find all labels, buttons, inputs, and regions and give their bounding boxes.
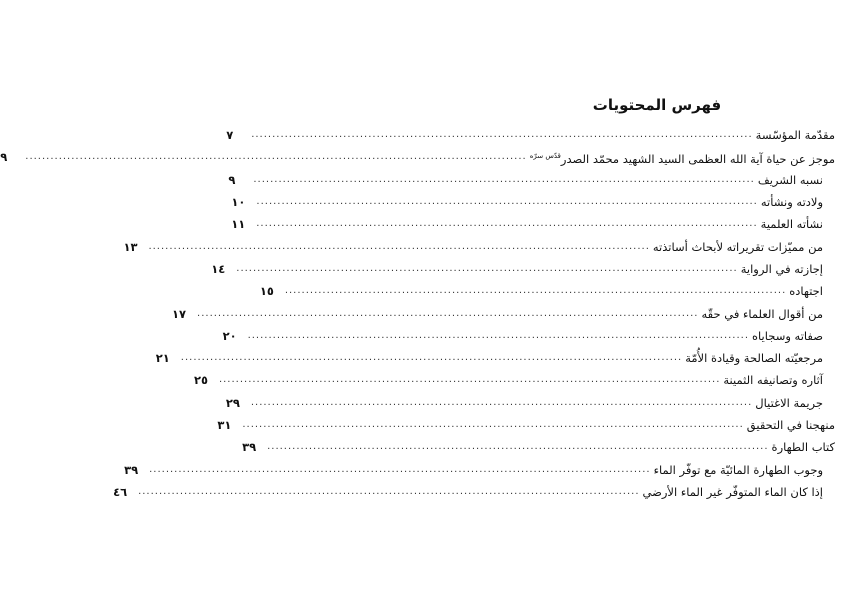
- dot-leader: ........................................................................................................................: [253, 173, 755, 185]
- dot-leader: ........................................................................................................................: [242, 419, 744, 430]
- dot-leader: ........................................................................................................................: [236, 262, 738, 274]
- toc-entry-title: إذا كان الماء المتوفّر غير الماء الأرضي: [642, 484, 823, 499]
- toc-entry-page: ٧: [226, 128, 234, 143]
- toc-entry-page: ٤٦: [113, 484, 128, 499]
- toc-entry-page: ٩: [228, 172, 236, 187]
- toc-entry-title: من أقوال العلماء في حقّه: [701, 306, 823, 321]
- toc-entry-title: اجتهاده: [789, 284, 823, 299]
- toc-entry-title: جريمة الاغتيال: [755, 395, 823, 410]
- toc-entry: [124, 458, 835, 480]
- toc-entry-title: ولادته ونشأته: [760, 195, 823, 210]
- dot-leader: ........................................................................................................................: [218, 374, 721, 386]
- toc-entry-page: ١٤: [211, 261, 226, 276]
- toc-entry-title: نسبه الشريف: [757, 172, 823, 187]
- toc-entry: [155, 347, 835, 369]
- dot-leader: ........................................................................................................................: [256, 218, 758, 230]
- dot-leader: ........................................................................................................................: [250, 396, 753, 408]
- toc-entry-title: موجز عن حياة آية الله العظمى السيد الشهيد محمّد الصدر$^{قدّس سرّه}$: [529, 151, 835, 166]
- toc-entry-title: إجازته في الرواية: [740, 261, 823, 276]
- toc-entry-page: ٩: [0, 150, 8, 165]
- toc-entry-title: وجوب الطهارة المائيّة مع توفّر الماء: [653, 462, 823, 477]
- toc-entry-title: نشأته العلمية: [760, 217, 823, 232]
- toc-entry: [226, 124, 835, 146]
- toc-entry: [231, 191, 835, 213]
- toc-entry: [193, 369, 835, 391]
- toc-entry: [228, 169, 835, 191]
- toc-entry-page: ١١: [231, 217, 246, 232]
- table-of-contents: [0, 124, 835, 503]
- toc-entry-title: كتاب الطهارة: [771, 440, 835, 455]
- toc-entry: [217, 414, 835, 436]
- honorific-mark: قدّس سرّه: [529, 152, 561, 161]
- toc-entry-title: من مميّزات تقريراته لأبحاث أساتذته: [652, 239, 823, 254]
- dot-leader: ........................................................................................................................: [149, 463, 651, 475]
- dot-leader: ........................................................................................................................: [197, 307, 699, 319]
- toc-entry: [242, 436, 835, 458]
- toc-entry: [225, 392, 835, 414]
- toc-entry: [231, 213, 835, 235]
- dot-leader: ........................................................................................................................: [267, 441, 769, 453]
- toc-entry-page: ٢١: [155, 351, 170, 366]
- toc-entry-page: ١٧: [172, 306, 187, 321]
- dot-leader: ........................................................................................................................: [247, 329, 750, 341]
- toc-entry-title: مقدّمة المؤسّسة: [755, 128, 835, 143]
- toc-entry-title: مرجعيّته الصالحة وقيادة الأُمّة: [685, 351, 823, 366]
- dot-leader: ........................................................................................................................: [256, 196, 758, 208]
- toc-entry: [0, 146, 835, 168]
- toc-entry: [259, 280, 835, 302]
- toc-entry-title: صفاته وسجاياه: [752, 328, 823, 343]
- page-title: فهرس المحتويات: [592, 96, 722, 114]
- dot-leader: ........................................................................................................................: [251, 129, 753, 141]
- toc-entry-page: ٣١: [217, 418, 232, 432]
- toc-entry: [113, 481, 835, 503]
- toc-entry-page: ٣٩: [242, 440, 257, 455]
- toc-entry: [172, 302, 835, 324]
- toc-entry: [123, 235, 835, 257]
- toc-entry-page: ٢٥: [193, 373, 208, 388]
- toc-entry-page: ٣٩: [124, 462, 139, 477]
- toc-entry: [211, 258, 835, 280]
- dot-leader: ........................................................................................................................: [180, 352, 683, 364]
- dot-leader: ........................................................................................................................: [25, 151, 527, 163]
- toc-entry-page: ١٥: [259, 284, 274, 299]
- toc-entry-page: ٢٠: [222, 328, 237, 343]
- toc-entry-title: منهجنا في التحقيق: [746, 418, 835, 432]
- dot-leader: ........................................................................................................................: [148, 240, 650, 252]
- toc-entry-page: ١٣: [123, 239, 138, 254]
- toc-entry: [222, 325, 835, 347]
- dot-leader: ........................................................................................................................: [284, 285, 787, 297]
- toc-entry-page: ١٠: [231, 195, 246, 210]
- toc-entry-title: آثاره وتصانيفه الثمينة: [723, 373, 823, 388]
- toc-entry-page: ٢٩: [225, 395, 240, 410]
- dot-leader: ........................................................................................................................: [138, 485, 640, 497]
